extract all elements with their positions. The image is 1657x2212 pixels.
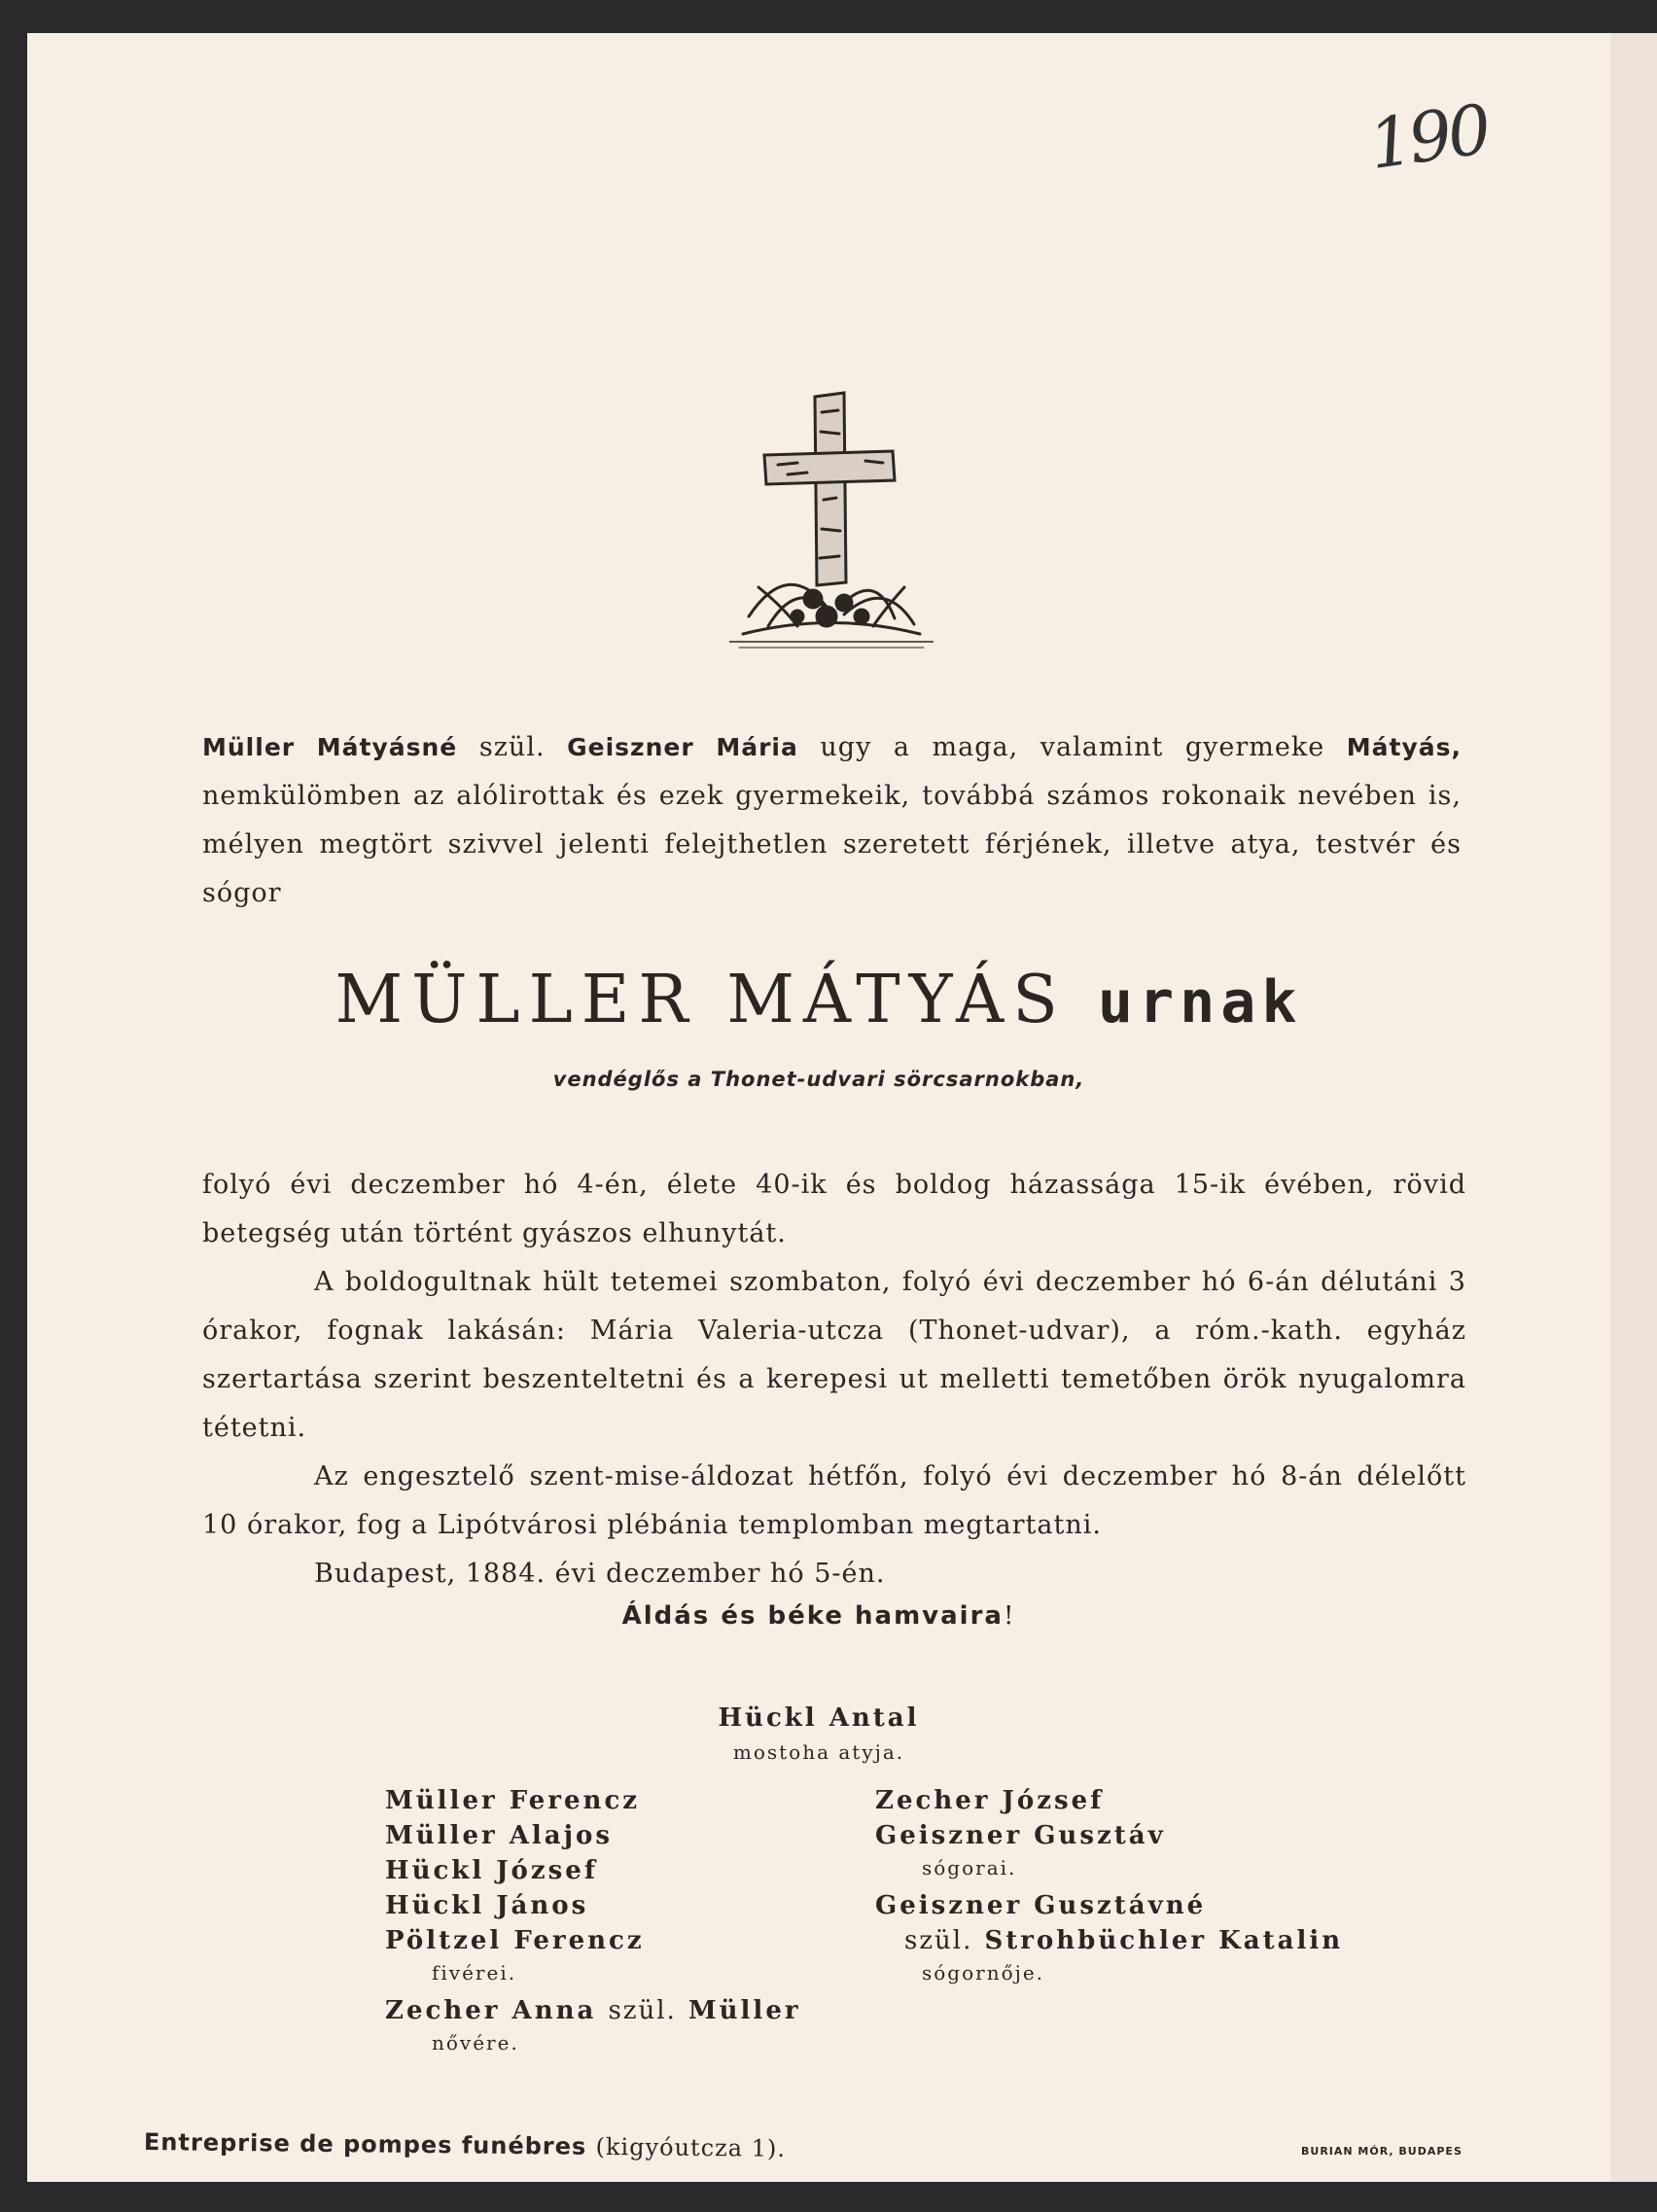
signers-left-column <box>385 1783 801 2057</box>
brother-in-law-name: Geiszner Gusztáv <box>875 1821 1166 1850</box>
blessing-line <box>27 1601 1610 1631</box>
announcement-body <box>202 1161 1466 1598</box>
maiden-name: Geiszner Mária <box>567 733 798 761</box>
brothers-in-law-role: sógorai. <box>922 1856 1017 1879</box>
sister-in-law-born-prefix: szül. <box>904 1926 973 1955</box>
blessing-mark: ! <box>1003 1601 1016 1631</box>
cross-with-flowers-icon <box>729 383 934 655</box>
funeral-company-line <box>144 2128 786 2162</box>
obituary-page <box>27 33 1610 2182</box>
deceased-occupation: vendéglős a Thonet-udvari sörcsarnokban, <box>552 1068 1085 1091</box>
burial-paragraph: A boldogultnak hült tetemei szombaton, folyó évi deczember hó 6-án délutáni 3 órakor, fognak lakásán: Mária Valeria-utcza (Thonet-udvar), a róm.-kath. egyház szertartása szerint beszenteltetni és a kerepesi ut melletti temetőben örök nyugalomra tétetni. <box>202 1267 1466 1443</box>
sister-in-law-role: sógornője. <box>922 1961 1045 1984</box>
stepfather-role: mostoha atyja. <box>732 1740 905 1764</box>
date-line: Budapest, 1884. évi deczember hó 5-én. <box>314 1559 886 1589</box>
deceased-honorific: urnak <box>1097 968 1303 1036</box>
brother-name: Hückl János <box>385 1891 589 1920</box>
funeral-company-address: (kigyóutcza 1). <box>595 2132 787 2162</box>
stepfather-signature <box>27 1703 1610 1764</box>
printer-credit: BURIAN MÓR, BUDAPES <box>1301 2145 1463 2158</box>
brother-name: Hückl József <box>385 1856 599 1885</box>
deceased-name: MÜLLER MÁTYÁS <box>335 962 1067 1038</box>
sister-in-law-maiden <box>875 1923 1343 1958</box>
brother-in-law-name: Zecher József <box>875 1786 1105 1815</box>
brother-name: Pöltzel Ferencz <box>385 1926 645 1955</box>
brother-name: Müller Alajos <box>385 1821 614 1850</box>
funeral-company-name: Entreprise de pompes funébres <box>143 2128 587 2160</box>
sister-in-law-maiden-name: Strohbüchler Katalin <box>984 1926 1344 1955</box>
brothers-role: fivérei. <box>432 1961 517 1984</box>
sister-born-prefix: szül. <box>608 1996 677 2025</box>
born-prefix: szül. <box>478 732 546 762</box>
mass-paragraph: Az engesztelő szent-mise-áldozat hétfőn, folyó évi deczember hó 8-án délelőtt 10 órakor, fog a Lipótvárosi plébánia templomban megtartatni. <box>202 1461 1466 1540</box>
intro-text-b: nemkülömben az alólirottak és ezek gyermekeik, továbbá számos rokonaik nevében is, mélyen megtört szivvel jelenti felejthetlen szeretett férjének, illetve atya, testvér és sógor <box>202 781 1462 908</box>
blessing-text: Áldás és béke hamvaira <box>621 1601 1004 1631</box>
death-paragraph: folyó évi deczember hó 4-én, élete 40-ik és boldog házassága 15-ik évében, rövid betegség után történt gyászos elhunytát. <box>202 1170 1466 1248</box>
sister-signature <box>385 1993 801 2028</box>
sister-role: nővére. <box>432 2031 519 2054</box>
archive-number: 190 <box>1363 88 1493 186</box>
deceased-heading <box>27 962 1610 1041</box>
intro-text-a: ugy a maga, valamint gyermeke <box>820 732 1325 762</box>
sister-in-law-name: Geiszner Gusztávné <box>875 1891 1207 1920</box>
stepfather-name: Hückl Antal <box>718 1703 920 1733</box>
signers-right-column <box>875 1783 1343 1987</box>
sister-first-name: Zecher Anna <box>385 1996 597 2025</box>
page-edge <box>1610 33 1657 2182</box>
child-name: Mátyás, <box>1346 733 1463 761</box>
brother-name: Müller Ferencz <box>385 1786 641 1815</box>
intro-paragraph <box>202 723 1462 918</box>
widow-name: Müller Mátyásné <box>202 733 458 761</box>
sister-maiden-name: Müller <box>687 1996 801 2025</box>
